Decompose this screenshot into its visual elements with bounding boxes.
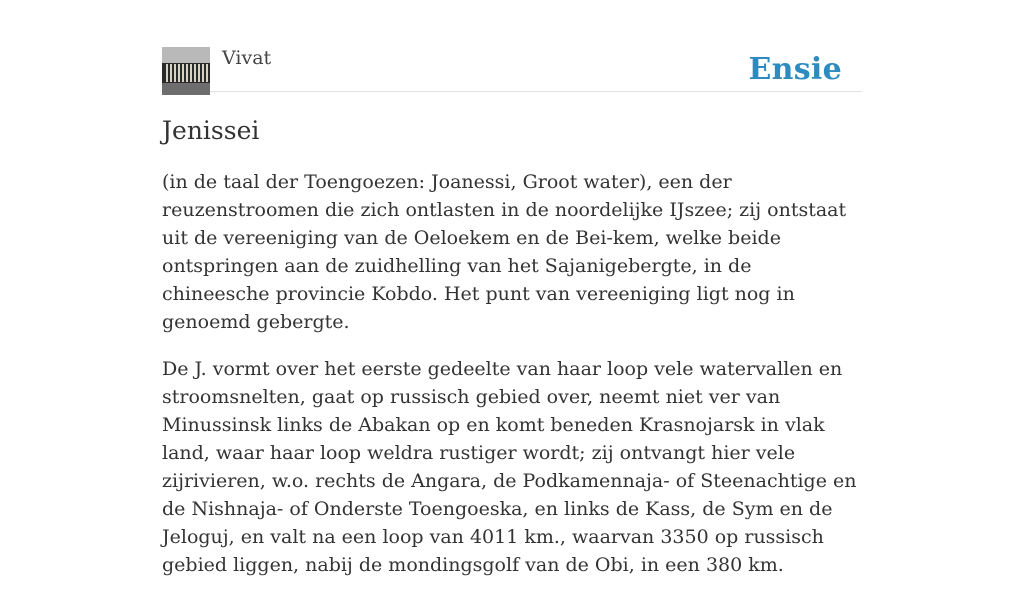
ensie-logo[interactable]: Ensie [748,52,842,87]
source-name-link[interactable]: Vivat [222,47,272,69]
article-title: Jenissei [162,116,260,145]
article-body [162,168,862,598]
article-page [162,0,862,576]
source-avatar[interactable] [162,47,210,95]
article-paragraph: (in de taal der Toengoezen: Joanessi, Groot water), een der reuzenstroomen die zich ontlasten in de noordelijke IJszee; zij ontstaat uit de vereeniging van de Oeloekem en de Bei-kem, welke beide ontspringen aan de zuidhelling van het Sajanigebergte, in de chineesche provincie Kobdo. Het punt van vereeniging ligt nog in genoemd gebergte. [162,171,847,333]
article-paragraph: De J. vormt over het eerste gedeelte van haar loop vele watervallen en stroomsnelten, gaat op russisch gebied over, neemt niet ver van Minussinsk links de Abakan op en komt beneden Krasnojarsk in vlak land, waar haar loop weldra rustiger wordt; zij ontvangt hier vele zijrivieren, w.o. rechts de Angara, de Podkamennaja- of Steenachtige en de Nishnaja- of Onderste Toengoeska, en links de Kass, de Sym en de Jeloguj, en valt na een loop van 4011 km., waarvan 3350 op russisch gebied liggen, nabij de mondingsgolf van de Obi, in een 380 km. [162,358,857,576]
article-header [162,0,862,92]
book-spines-icon [162,47,210,95]
